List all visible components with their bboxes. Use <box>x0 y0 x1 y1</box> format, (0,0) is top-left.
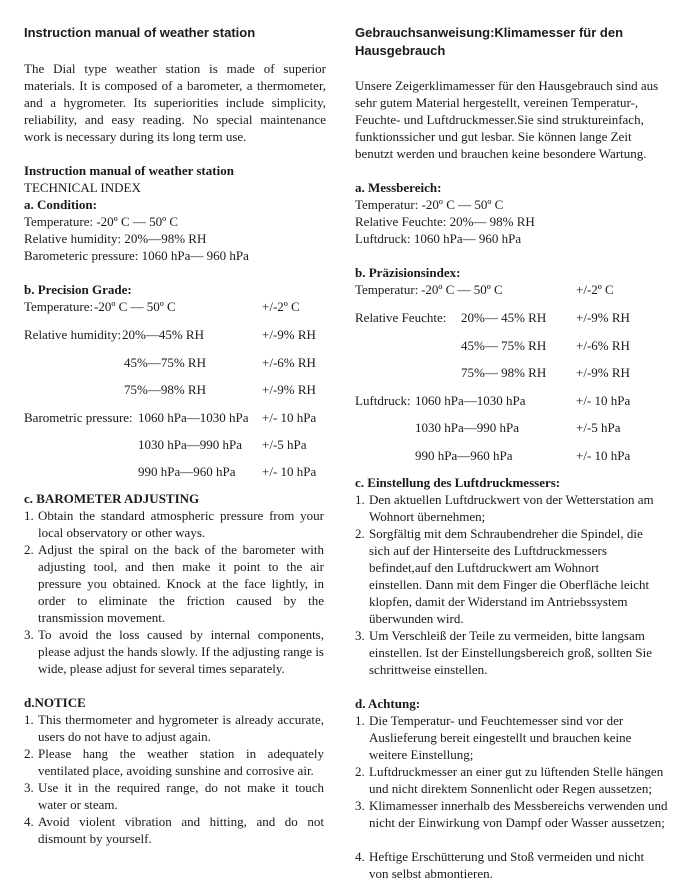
praezision-row-tolerance: +/-2º C <box>576 282 614 297</box>
setting-item <box>355 525 670 627</box>
precision-row-tolerance: +/- 10 hPa <box>262 464 317 479</box>
english-title: Instruction manual of weather station <box>24 25 256 40</box>
precision-row-tolerance: +/-9% RH <box>262 327 316 342</box>
item-text: Please hang the weather station in adequately ventilated place, avoiding sunshine and corrosive air. <box>38 746 324 778</box>
item-text: Den aktuellen Luftdruckwert von der Wetterstation am Wohnort übernehmen; <box>369 492 654 524</box>
range-humidity: Relative Feuchte: 20%— 98% RH <box>355 214 535 229</box>
german-intro: Unsere Zeigerklimamesser für den Hausgebrauch sind aus sehr gutem Material hergestellt, vereinen Temperatur-, Feuchte- und Luftdruckmesser.Sie sind struktureinfach, funktionssicher und gut lesbar. Sie können lange Zeit benutzt werden und brauchen keine besondere Wartung. <box>355 78 659 161</box>
notice-heading: d.NOTICE <box>24 695 86 710</box>
item-text: Die Temperatur- und Feuchtemesser sind vor der Auslieferung bereit eingestellt und brauchen keine weitere Einstellung; <box>369 713 632 762</box>
notice-item <box>24 779 324 813</box>
item-text: Luftdruckmesser an einer gut zu lüftenden Stelle hängen und nicht direktem Sonnenlicht oder Regen aussetzen; <box>369 764 664 796</box>
english-intro: The Dial type weather station is made of superior materials. It is composed of a barometer, a thermometer, and a hygrometer. Its superiorities include simplicity, reliability, and easy reading. No special maintenance work is necessary during its long term use. <box>24 61 326 144</box>
item-text: Sorgfältig mit dem Schraubendreher die Spindel, die sich auf der Hinterseite des Luftdruckmessers befindet,auf den Luftdruckwert am Wohnort einstellen. Dann mit dem Finger die Oberfläche leicht klopfen, damit der Widerstand im Antriebssystem überwunden wird. <box>369 526 650 626</box>
attention-heading: d. Achtung: <box>355 696 421 711</box>
item-number: 1. <box>24 508 34 523</box>
adjusting-item <box>24 507 324 541</box>
item-number: 3. <box>24 627 34 642</box>
precision-row-label: Temperature: <box>24 299 94 314</box>
item-text: Use it in the required range, do not make it touch water or steam. <box>38 780 324 812</box>
adjusting-item <box>24 626 324 677</box>
praezision-row-range: 990 hPa—960 hPa <box>415 448 513 463</box>
item-number: 1. <box>355 492 365 507</box>
praezision-row-tolerance: +/-6% RH <box>576 338 630 353</box>
german-title: Gebrauchsanweisung:Klimamesser für den Hausgebrauch <box>355 25 624 58</box>
item-number: 4. <box>355 849 365 864</box>
setting-item <box>355 627 670 678</box>
praezision-row-tolerance: +/-5 hPa <box>576 420 621 435</box>
item-text: Um Verschleiß der Teile zu vermeiden, bitte langsam einstellen. Ist der Einstellungsbereich groß, sollten Sie schrittweise einstellen. <box>369 628 653 677</box>
precision-row-range: 1030 hPa—990 hPa <box>138 437 242 452</box>
praezision-row-label: Relative Feuchte: <box>355 310 447 325</box>
precision-row-range: 45%—75% RH <box>124 355 206 370</box>
item-number: 4. <box>24 814 34 829</box>
adjusting-heading: c. BAROMETER ADJUSTING <box>24 491 200 506</box>
praezision-row-range: 1060 hPa—1030 hPa <box>415 393 526 408</box>
praezision-row-tolerance: +/- 10 hPa <box>576 393 631 408</box>
range-heading: a. Messbereich: <box>355 180 442 195</box>
item-text: Klimamesser innerhalb des Messbereichs verwenden und nicht der Einwirkung von Dampf oder Wasser aussetzen; <box>369 798 668 830</box>
setting-heading: c. Einstellung des Luftdruckmessers: <box>355 475 561 490</box>
setting-item <box>355 491 670 525</box>
praezision-row-range: 1030 hPa—990 hPa <box>415 420 519 435</box>
precision-row-range: 1060 hPa—1030 hPa <box>138 410 249 425</box>
precision-row-range: 990 hPa—960 hPa <box>138 464 236 479</box>
adjusting-item <box>24 541 324 626</box>
precision-row-tolerance: +/-2º C <box>262 299 300 314</box>
condition-heading: a. Condition: <box>24 197 97 212</box>
praezision-row-tolerance: +/-9% RH <box>576 365 630 380</box>
precision-row-range: -20º C — 50º C <box>94 299 176 314</box>
notice-item <box>24 711 324 745</box>
precision-row-label: Barometric pressure: <box>24 410 133 425</box>
praezision-row-range: 45%— 75% RH <box>461 338 547 353</box>
precision-row-tolerance: +/-5 hPa <box>262 437 307 452</box>
precision-row-range: 75%—98% RH <box>124 382 206 397</box>
item-number: 3. <box>24 780 34 795</box>
praezision-row-tolerance: +/- 10 hPa <box>576 448 631 463</box>
praezision-row-range: -20º C — 50º C <box>421 282 503 297</box>
attention-item <box>355 763 670 797</box>
range-temperature: Temperatur: -20º C — 50º C <box>355 197 504 212</box>
item-text: Avoid violent vibration and hitting, and do not dismount by yourself. <box>38 814 324 846</box>
praezision-row-range: 75%— 98% RH <box>461 365 547 380</box>
attention-item <box>355 712 670 763</box>
precision-row-tolerance: +/-6% RH <box>262 355 316 370</box>
condition-pressure: Barometeric pressure: 1060 hPa— 960 hPa <box>24 248 249 263</box>
praezision-heading: b. Präzisionsindex: <box>355 265 461 280</box>
english-subtitle: Instruction manual of weather station <box>24 163 234 178</box>
item-number: 3. <box>355 798 365 813</box>
condition-humidity: Relative humidity: 20%—98% RH <box>24 231 207 246</box>
praezision-row-label: Temperatur: <box>355 282 419 297</box>
item-text: To avoid the loss caused by internal components, please adjust the hands slowly. If the adjusting range is wide, please adjust for several times separately. <box>38 627 324 676</box>
notice-item <box>24 813 324 847</box>
item-number: 2. <box>355 526 365 541</box>
item-text: This thermometer and hygrometer is already accurate, users do not have to adjust again. <box>38 712 324 744</box>
attention-item <box>355 797 670 831</box>
item-text: Obtain the standard atmospheric pressure from your local observatory or other ways. <box>38 508 324 540</box>
praezision-row-tolerance: +/-9% RH <box>576 310 630 325</box>
item-number: 3. <box>355 628 365 643</box>
item-text: Heftige Erschütterung und Stoß vermeiden und nicht von selbst abmontieren. <box>369 849 645 881</box>
praezision-row-label: Luftdruck: <box>355 393 411 408</box>
attention-item <box>355 848 670 882</box>
precision-row-label: Relative humidity: <box>24 327 122 342</box>
precision-heading: b. Precision Grade: <box>24 282 132 297</box>
item-text: Adjust the spiral on the back of the barometer with adjusting tool, and then make it point to the air pressure you obtained. Knock at the face lightly, in order to eliminate the friction caused by the transmission movement. <box>38 542 324 625</box>
item-number: 1. <box>24 712 34 727</box>
precision-row-range: 20%—45% RH <box>122 327 204 342</box>
condition-temperature: Temperature: -20º C — 50º C <box>24 214 179 229</box>
item-number: 2. <box>355 764 365 779</box>
precision-row-tolerance: +/- 10 hPa <box>262 410 317 425</box>
praezision-row-range: 20%— 45% RH <box>461 310 547 325</box>
range-pressure: Luftdruck: 1060 hPa— 960 hPa <box>355 231 522 246</box>
item-number: 2. <box>24 542 34 557</box>
item-number: 1. <box>355 713 365 728</box>
item-number: 2. <box>24 746 34 761</box>
technical-index-label: TECHNICAL INDEX <box>24 180 141 195</box>
notice-item <box>24 745 324 779</box>
precision-row-tolerance: +/-9% RH <box>262 382 316 397</box>
